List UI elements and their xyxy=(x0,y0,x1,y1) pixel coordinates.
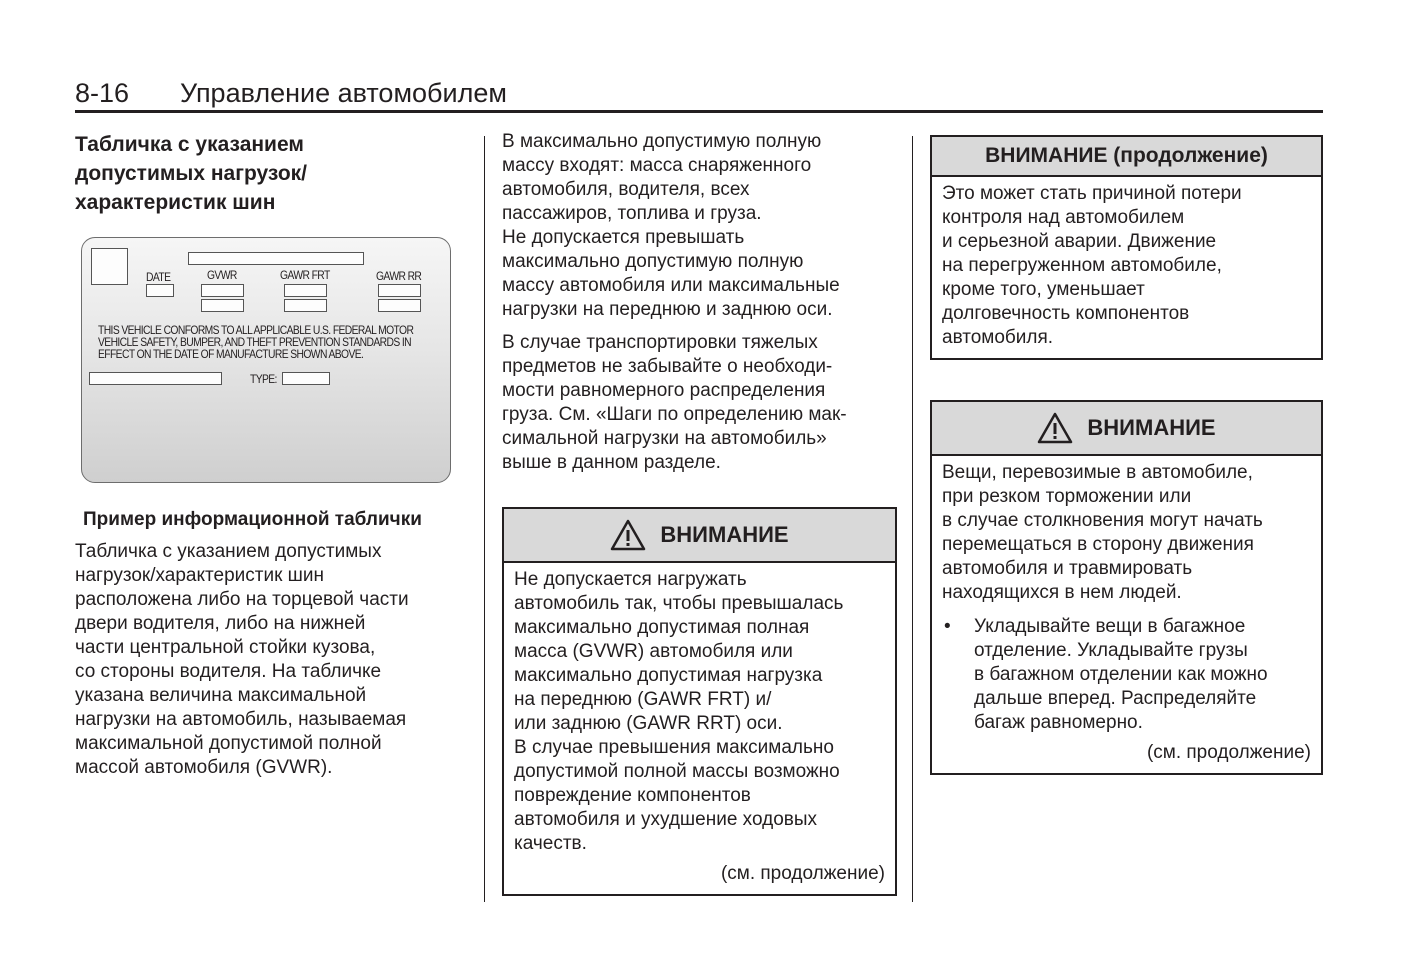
text-line: максимальной допустимой полной xyxy=(75,733,382,754)
header-rule xyxy=(75,110,1323,113)
text-line: Табличка с указанием допустимых xyxy=(75,541,382,562)
text-line: мости равномерного распределения xyxy=(502,380,826,401)
gawr-frt-label: GAWR FRT xyxy=(280,268,330,282)
text-line: дальше вперед. Распределяйте xyxy=(974,688,1257,709)
warning-body xyxy=(932,177,1321,358)
text-line: предметов не забывайте о необходи- xyxy=(502,356,833,377)
date-label: DATE xyxy=(146,270,171,284)
warning-triangle-icon xyxy=(1037,412,1073,444)
gvwr-field xyxy=(201,284,244,297)
column-1 xyxy=(75,130,470,780)
text-line: кроме того, уменьшает xyxy=(942,279,1145,300)
section-heading xyxy=(75,130,470,217)
text-line: долговечность компонентов xyxy=(942,303,1190,324)
text-line: автомобиля и травмировать xyxy=(942,558,1193,579)
warning-body xyxy=(932,456,1321,773)
text-line: качеств. xyxy=(514,833,587,854)
text-line: на переднюю (GAWR FRT) и/ xyxy=(514,689,772,710)
gawr-frt-field xyxy=(284,299,327,312)
warning-header: ВНИМАНИЕ (продолжение) xyxy=(932,137,1321,177)
type-field xyxy=(282,372,330,385)
column-3 xyxy=(930,135,1323,775)
conformity-statement xyxy=(98,324,413,360)
continued-note: (см. продолжение) xyxy=(1146,742,1311,763)
column-2 xyxy=(502,130,897,896)
text-line: части центральной стойки кузова, xyxy=(75,637,376,658)
heading-line: Табличка с указанием xyxy=(75,133,304,156)
text-line: В случае транспортировки тяжелых xyxy=(502,332,818,353)
text-line: находящихся в нем людей. xyxy=(942,582,1182,603)
chapter-title: Управление автомобилем xyxy=(180,78,507,108)
date-field xyxy=(146,284,174,297)
text-line: нагрузки на переднюю и заднюю оси. xyxy=(502,299,833,320)
warning-box xyxy=(930,400,1323,775)
text-line: указана величина максимальной xyxy=(75,685,367,706)
manufacturer-field xyxy=(188,252,364,265)
text-line: контроля над автомобилем xyxy=(942,207,1185,228)
vin-field xyxy=(89,372,222,385)
text-line: Укладывайте вещи в багажное xyxy=(974,616,1246,637)
text-line: максимально допустимая полная xyxy=(514,617,810,638)
text-line: Вещи, перевозимые в автомобиле, xyxy=(942,462,1253,483)
body-paragraph xyxy=(502,331,897,475)
text-line: нагрузки на автомобиль, называемая xyxy=(75,709,407,730)
text-line: автомобиля. xyxy=(942,327,1054,348)
body-paragraph xyxy=(75,540,470,780)
gawr-rr-field xyxy=(378,299,421,312)
text-line: автомобиль так, чтобы превышалась xyxy=(514,593,844,614)
gawr-frt-field xyxy=(284,284,327,297)
text-line: багаж равномерно. xyxy=(974,712,1143,733)
text-line: пассажиров, топлива и груза. xyxy=(502,203,762,224)
warning-box xyxy=(502,507,897,896)
text-line: в багажном отделении как можно xyxy=(974,664,1268,685)
text-line: допустимой полной массы возможно xyxy=(514,761,840,782)
conformity-line: VEHICLE SAFETY, BUMPER, AND THEFT PREVENTION STANDARDS IN xyxy=(98,335,412,349)
continued-note: (см. продолжение) xyxy=(720,863,885,884)
warning-header xyxy=(932,402,1321,456)
conformity-line: EFFECT ON THE DATE OF MANUFACTURE SHOWN ABOVE. xyxy=(98,347,364,361)
warning-body xyxy=(504,563,895,894)
text-line: и серьезной аварии. Движение xyxy=(942,231,1217,252)
text-line: симальной нагрузки на автомобиль» xyxy=(502,428,827,449)
bullet-item xyxy=(942,615,1311,735)
column-divider xyxy=(912,136,913,902)
text-line: повреждение компонентов xyxy=(514,785,751,806)
text-line: Не допускается нагружать xyxy=(514,569,747,590)
text-line: В случае превышения максимально xyxy=(514,737,834,758)
warning-title: ВНИМАНИЕ xyxy=(660,522,789,547)
text-line: перемещаться в сторону движения xyxy=(942,534,1254,555)
text-line: отделение. Укладывайте грузы xyxy=(974,640,1248,661)
text-line: массу автомобиля или максимальные xyxy=(502,275,840,296)
text-line: груза. См. «Шаги по определению мак- xyxy=(502,404,847,425)
text-line: масса (GVWR) автомобиля или xyxy=(514,641,793,662)
text-line: со стороны водителя. На табличке xyxy=(75,661,382,682)
text-line: массу входят: масса снаряженного xyxy=(502,155,812,176)
text-line: нагрузок/характеристик шин xyxy=(75,565,325,586)
text-line: при резком торможении или xyxy=(942,486,1192,507)
text-line: автомобиля и ухудшение ходовых xyxy=(514,809,818,830)
text-line: или заднюю (GAWR RRT) оси. xyxy=(514,713,783,734)
tire-loading-label-illustration xyxy=(81,237,451,483)
warning-title: ВНИМАНИЕ xyxy=(1087,415,1216,440)
warning-box-continued xyxy=(930,135,1323,360)
column-divider xyxy=(484,136,485,902)
text-line: двери водителя, либо на нижней xyxy=(75,613,366,634)
gvwr-field xyxy=(201,299,244,312)
body-paragraph xyxy=(502,130,897,322)
text-line: на перегруженном автомобиле, xyxy=(942,255,1222,276)
gawr-rr-field xyxy=(378,284,421,297)
text-line: максимально допустимая нагрузка xyxy=(514,665,823,686)
text-line: расположена либо на торцевой части xyxy=(75,589,409,610)
heading-line: характеристик шин xyxy=(75,191,276,214)
text-line: автомобиля, водителя, всех xyxy=(502,179,750,200)
gvwr-label: GVWR xyxy=(207,268,237,282)
gawr-rr-label: GAWR RR xyxy=(376,269,422,283)
conformity-line: THIS VEHICLE CONFORMS TO ALL APPLICABLE U.S. FEDERAL MOTOR xyxy=(98,323,414,337)
bullet-symbol: • xyxy=(944,616,951,637)
text-line: Не допускается превышать xyxy=(502,227,745,248)
text-line: массой автомобиля (GVWR). xyxy=(75,757,333,778)
text-line: В максимально допустимую полную xyxy=(502,131,822,152)
warning-triangle-icon xyxy=(610,519,646,551)
text-line: выше в данном разделе. xyxy=(502,452,721,473)
text-line: Это может стать причиной потери xyxy=(942,183,1242,204)
type-label: TYPE: xyxy=(250,372,277,386)
logo-box xyxy=(91,248,128,285)
text-line: в случае столкновения могут начать xyxy=(942,510,1263,531)
text-line: максимально допустимую полную xyxy=(502,251,804,272)
page-number: 8-16 xyxy=(75,78,130,108)
figure-caption: Пример информационной таблички xyxy=(83,509,422,530)
warning-header xyxy=(504,509,895,563)
heading-line: допустимых нагрузок/ xyxy=(75,162,308,185)
